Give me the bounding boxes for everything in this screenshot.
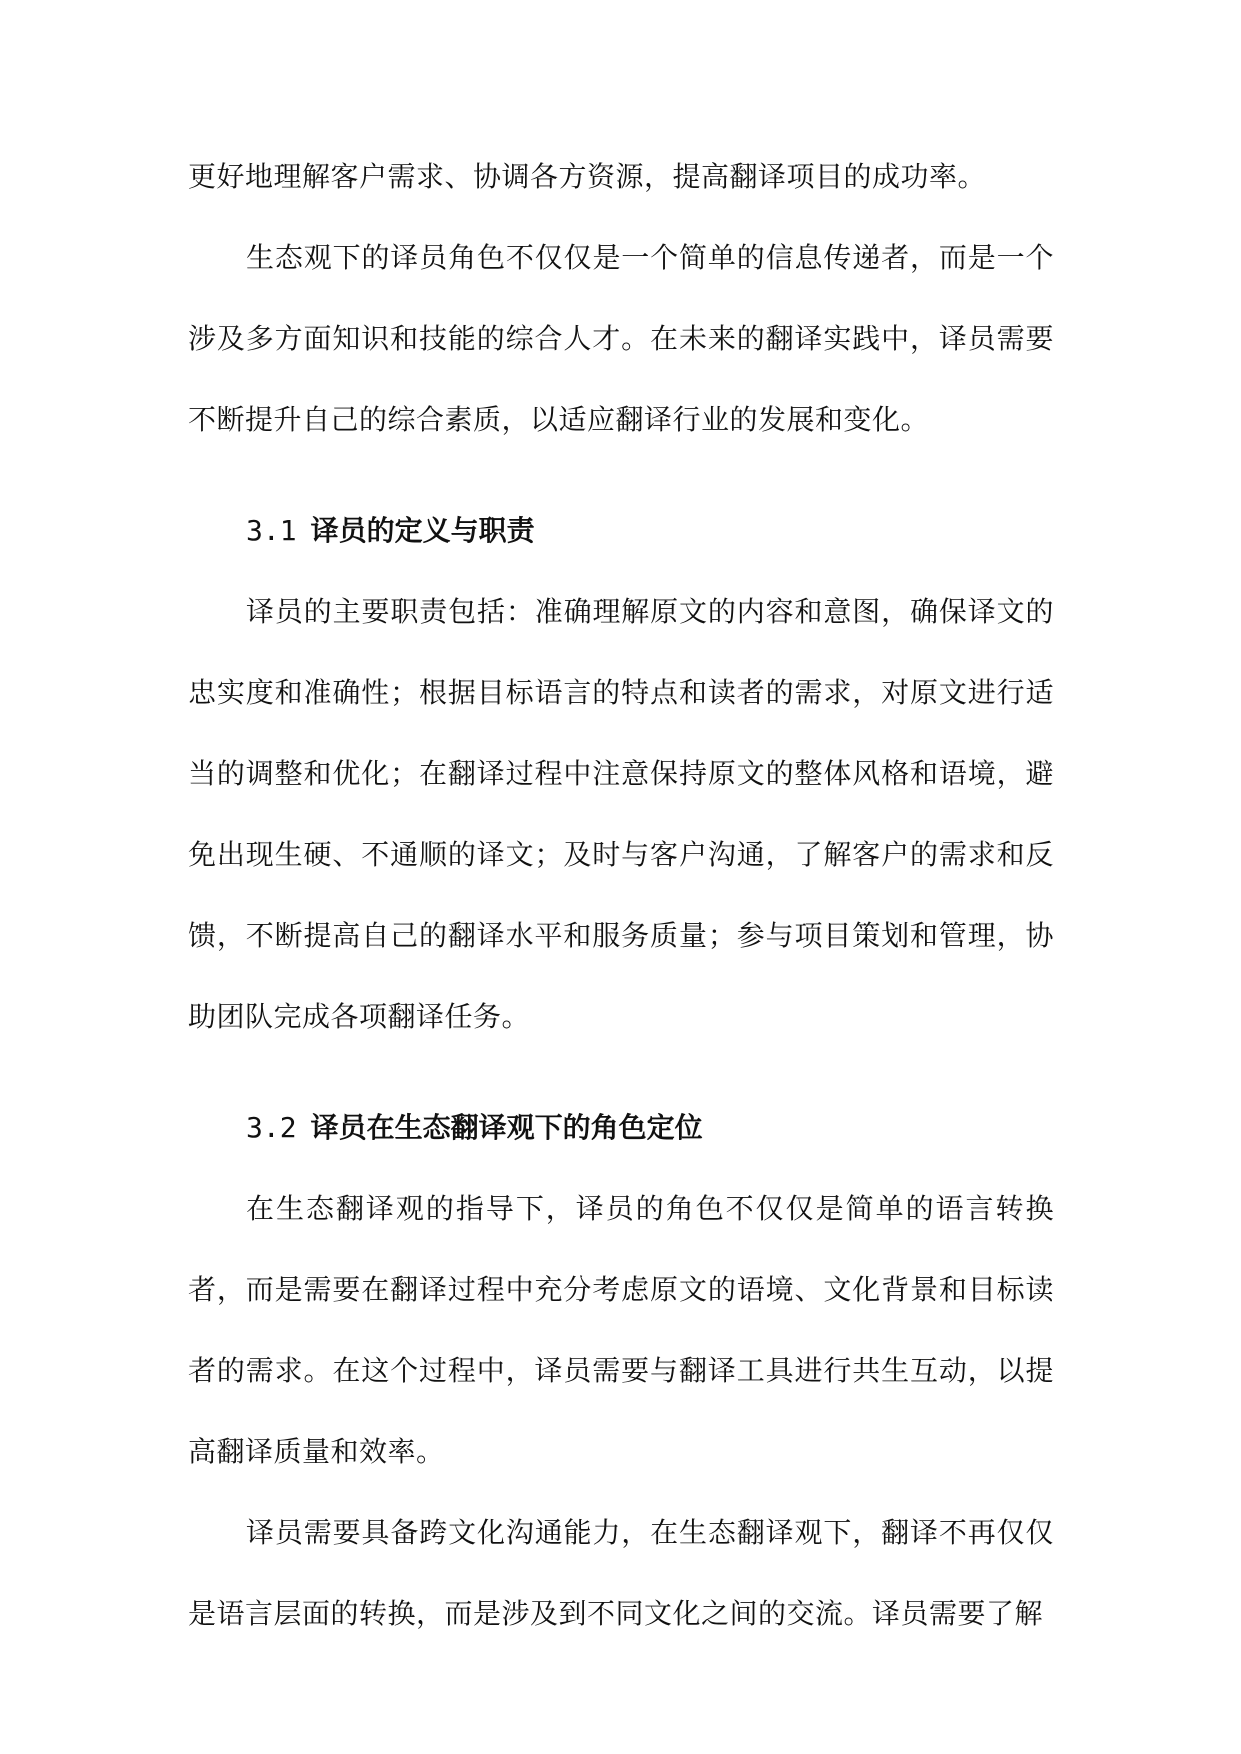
paragraph-translator-role-summary: 生态观下的译员角色不仅仅是一个简单的信息传递者，而是一个涉及多方面知识和技能的综合人才。在未来的翻译实践中，译员需要不断提升自己的综合素质，以适应翻译行业的发展和变化。 <box>188 241 1054 436</box>
section-spacer <box>188 1057 1054 1087</box>
section-heading-3-2 <box>188 1087 1054 1168</box>
paragraph-eco-translation-role: 在生态翻译观的指导下，译员的角色不仅仅是简单的语言转换者，而是需要在翻译过程中充分考虑原文的语境、文化背景和目标读者的需求。在这个过程中，译员需要与翻译工具进行共生互动，以提高翻译质量和效率。 <box>188 1192 1054 1468</box>
section-number: 3.2 <box>246 1111 297 1144</box>
section-heading-3-1 <box>188 490 1054 571</box>
paragraph-continuation: 更好地理解客户需求、协调各方资源，提高翻译项目的成功率。 <box>188 160 987 193</box>
section-number: 3.1 <box>246 514 297 547</box>
section-title: 译员的定义与职责 <box>310 514 535 547</box>
paragraph-translator-duties: 译员的主要职责包括：准确理解原文的内容和意图，确保译文的忠实度和准确性；根据目标语言的特点和读者的需求，对原文进行适当的调整和优化；在翻译过程中注意保持原文的整体风格和语境，避免出现生硬、不通顺的译文；及时与客户沟通，了解客户的需求和反馈，不断提高自己的翻译水平和服务质量；参与项目策划和管理，协助团队完成各项翻译任务。 <box>188 595 1054 1033</box>
section-title: 译员在生态翻译观下的角色定位 <box>310 1111 703 1144</box>
paragraph-cross-cultural-ability: 译员需要具备跨文化沟通能力，在生态翻译观下，翻译不再仅仅是语言层面的转换，而是涉及到不同文化之间的交流。译员需要了解 <box>188 1516 1054 1630</box>
document-body <box>188 136 1054 1654</box>
section-spacer <box>188 460 1054 490</box>
